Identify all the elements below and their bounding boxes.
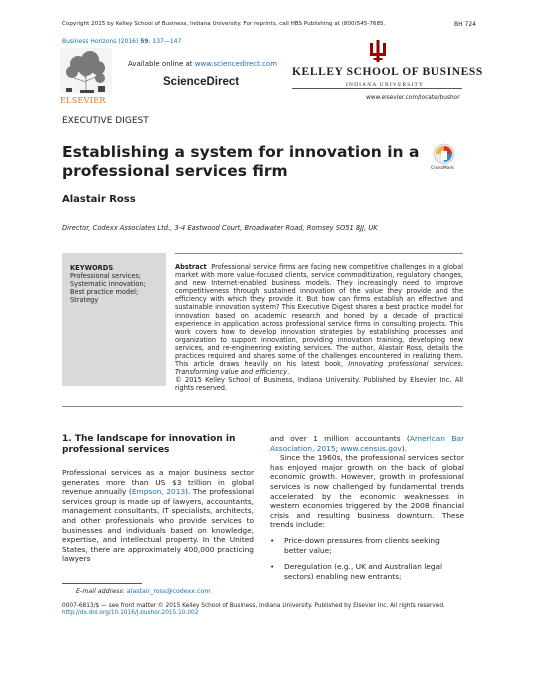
body-paragraph: Since the 1960s, the professional services sector has enjoyed major growth on the back of global economic growth. However, growth in professional services is now challenged by fundamental trends accelerated by the economic weaknesses in western economies triggered by the 2008 financial crisis and resulting business downturn. These trends include:: [270, 453, 464, 530]
reprint-code: BH 724: [454, 21, 476, 28]
keyword-item: Best practice model;: [70, 288, 139, 297]
journal-pages: , 137—147: [148, 38, 182, 45]
abstract-text: Professional service firms are facing new competitive challenges in a global market with more value-focused clients, service commoditization, regulatory changes, and new Internet-enabled business models. They increasingly need to improve competitiveness through sustained innovation of the value they provide and the efficiency with which they provide it. But how can firms establish an effective and sustainable innovation system? This Executive Digest shares a best practice model for innovation based on academic research and honed by a decade of practical experience in application across professional service firms in consulting projects. This work covers how to develop innovation strategies by establishing processes and organization to support innovation, providing innovation training, developing new services, and re-engineering existing services. The author, Alastair Ross, details the practices required and shares some of the challenges encountered in realizing them. This article draws heavily on his latest book,: [175, 263, 463, 369]
doi-link[interactable]: http://dx.doi.org/10.1016/j.bushor.2015.10.002: [62, 610, 199, 617]
bullet-text: Price-down pressures from clients seeking better value;: [284, 535, 440, 555]
bullet-mark: •: [270, 535, 275, 545]
sciencedirect-wordmark: ScienceDirect: [163, 76, 240, 88]
footer-front-matter: 0007-6813/$ — see front matter © 2015 Kelley School of Business, Indiana University. Published by Elsevier Inc. All rights reserved.: [62, 603, 445, 609]
sciencedirect-link[interactable]: www.sciencedirect.com: [194, 60, 278, 68]
body-paragraph: [270, 434, 464, 453]
keyword-item: Systematic innovation;: [70, 280, 146, 289]
book-title: Innovating professional services: Transforming value and efficiency: [175, 360, 463, 377]
footnote-rule: [62, 583, 142, 584]
abstract-copyright: © 2015 Kelley School of Business, Indiana University. Published by Elsevier Inc. All rights reserved.: [175, 376, 463, 393]
body-text: ). The professional services group is made up of lawyers, accountants, management consultants, IT specialists, architects, and other professionals who provide services to businesses and individuals based on knowledge, expertise, and intellectual property. In the United States, there are approximately 400,000 practicing lawyers: [62, 487, 255, 564]
author-name: Alastair Ross: [62, 194, 136, 205]
keyword-item: Professional services;: [70, 272, 141, 280]
abstract-rule-top: [175, 253, 463, 254]
section-heading: 1. The landscape for innovation in professional services: [62, 434, 236, 455]
crossmark-icon[interactable]: [433, 143, 455, 165]
census-link[interactable]: www.census.gov: [340, 443, 402, 453]
abstract-label: Abstract: [175, 263, 207, 271]
abstract-end: .: [287, 368, 290, 377]
body-column-left: [62, 434, 254, 564]
available-online: [128, 60, 277, 68]
header-rule: [292, 88, 462, 89]
citation-link[interactable]: American Bar Association, 2015: [270, 434, 464, 453]
body-text: ;: [335, 443, 341, 453]
journal-name: Business Horizons (2016): [62, 38, 139, 45]
body-text: ).: [401, 443, 408, 453]
body-text: Professional services as a major business sector generates more than US $3 trillion in global revenue annually (: [62, 468, 254, 497]
available-prefix: Available online at: [128, 60, 195, 68]
copyright-notice: Copyright 2015 by Kelley School of Business, Indiana University. For reprints, call HBS Publishing at (800)545-7685.: [62, 21, 386, 27]
keyword-item: Strategy: [70, 296, 99, 305]
journal-volume: 59: [140, 38, 149, 45]
body-paragraph: [62, 468, 254, 564]
abstract-rule-bottom: [62, 406, 463, 407]
bullet-item: [270, 536, 464, 555]
journal-reference[interactable]: [62, 38, 181, 45]
bullet-mark: •: [270, 562, 275, 572]
email-label: E-mail address:: [76, 588, 125, 595]
page-footer: [62, 603, 482, 618]
author-affiliation: Director, Codexx Associates Ltd., 3-4 Eastwood Court, Broadwater Road, Romsey SO51 8JJ, UK: [62, 224, 378, 232]
elsevier-wordmark: ELSEVIER: [60, 96, 106, 105]
paper-title: Establishing a system for innovation in a professional services firm: [62, 143, 420, 180]
body-column-right: [270, 434, 464, 581]
university-name: INDIANA UNIVERSITY: [346, 82, 425, 88]
citation-link[interactable]: Empson, 2013: [131, 487, 186, 497]
iu-trident-logo-icon: [369, 40, 387, 62]
kelley-school-title: KELLEY SCHOOL OF BUSINESS: [292, 66, 483, 78]
keywords-list: [70, 272, 166, 304]
bullet-item: [270, 562, 464, 581]
keywords-heading: KEYWORDS: [70, 264, 114, 272]
journal-home-link[interactable]: www.elsevier.com/locate/bushor: [366, 95, 460, 101]
abstract: [175, 263, 463, 393]
bullet-text: Deregulation (e.g., UK and Australian legal sectors) enabling new entrants;: [284, 562, 443, 581]
email-link[interactable]: alastair_ross@codexx.com: [126, 588, 211, 595]
article-section-label: EXECUTIVE DIGEST: [62, 116, 149, 126]
body-text: and over 1 million accountants (: [270, 434, 410, 443]
email-footnote: [76, 588, 210, 595]
crossmark-label: CrossMark: [431, 166, 454, 171]
